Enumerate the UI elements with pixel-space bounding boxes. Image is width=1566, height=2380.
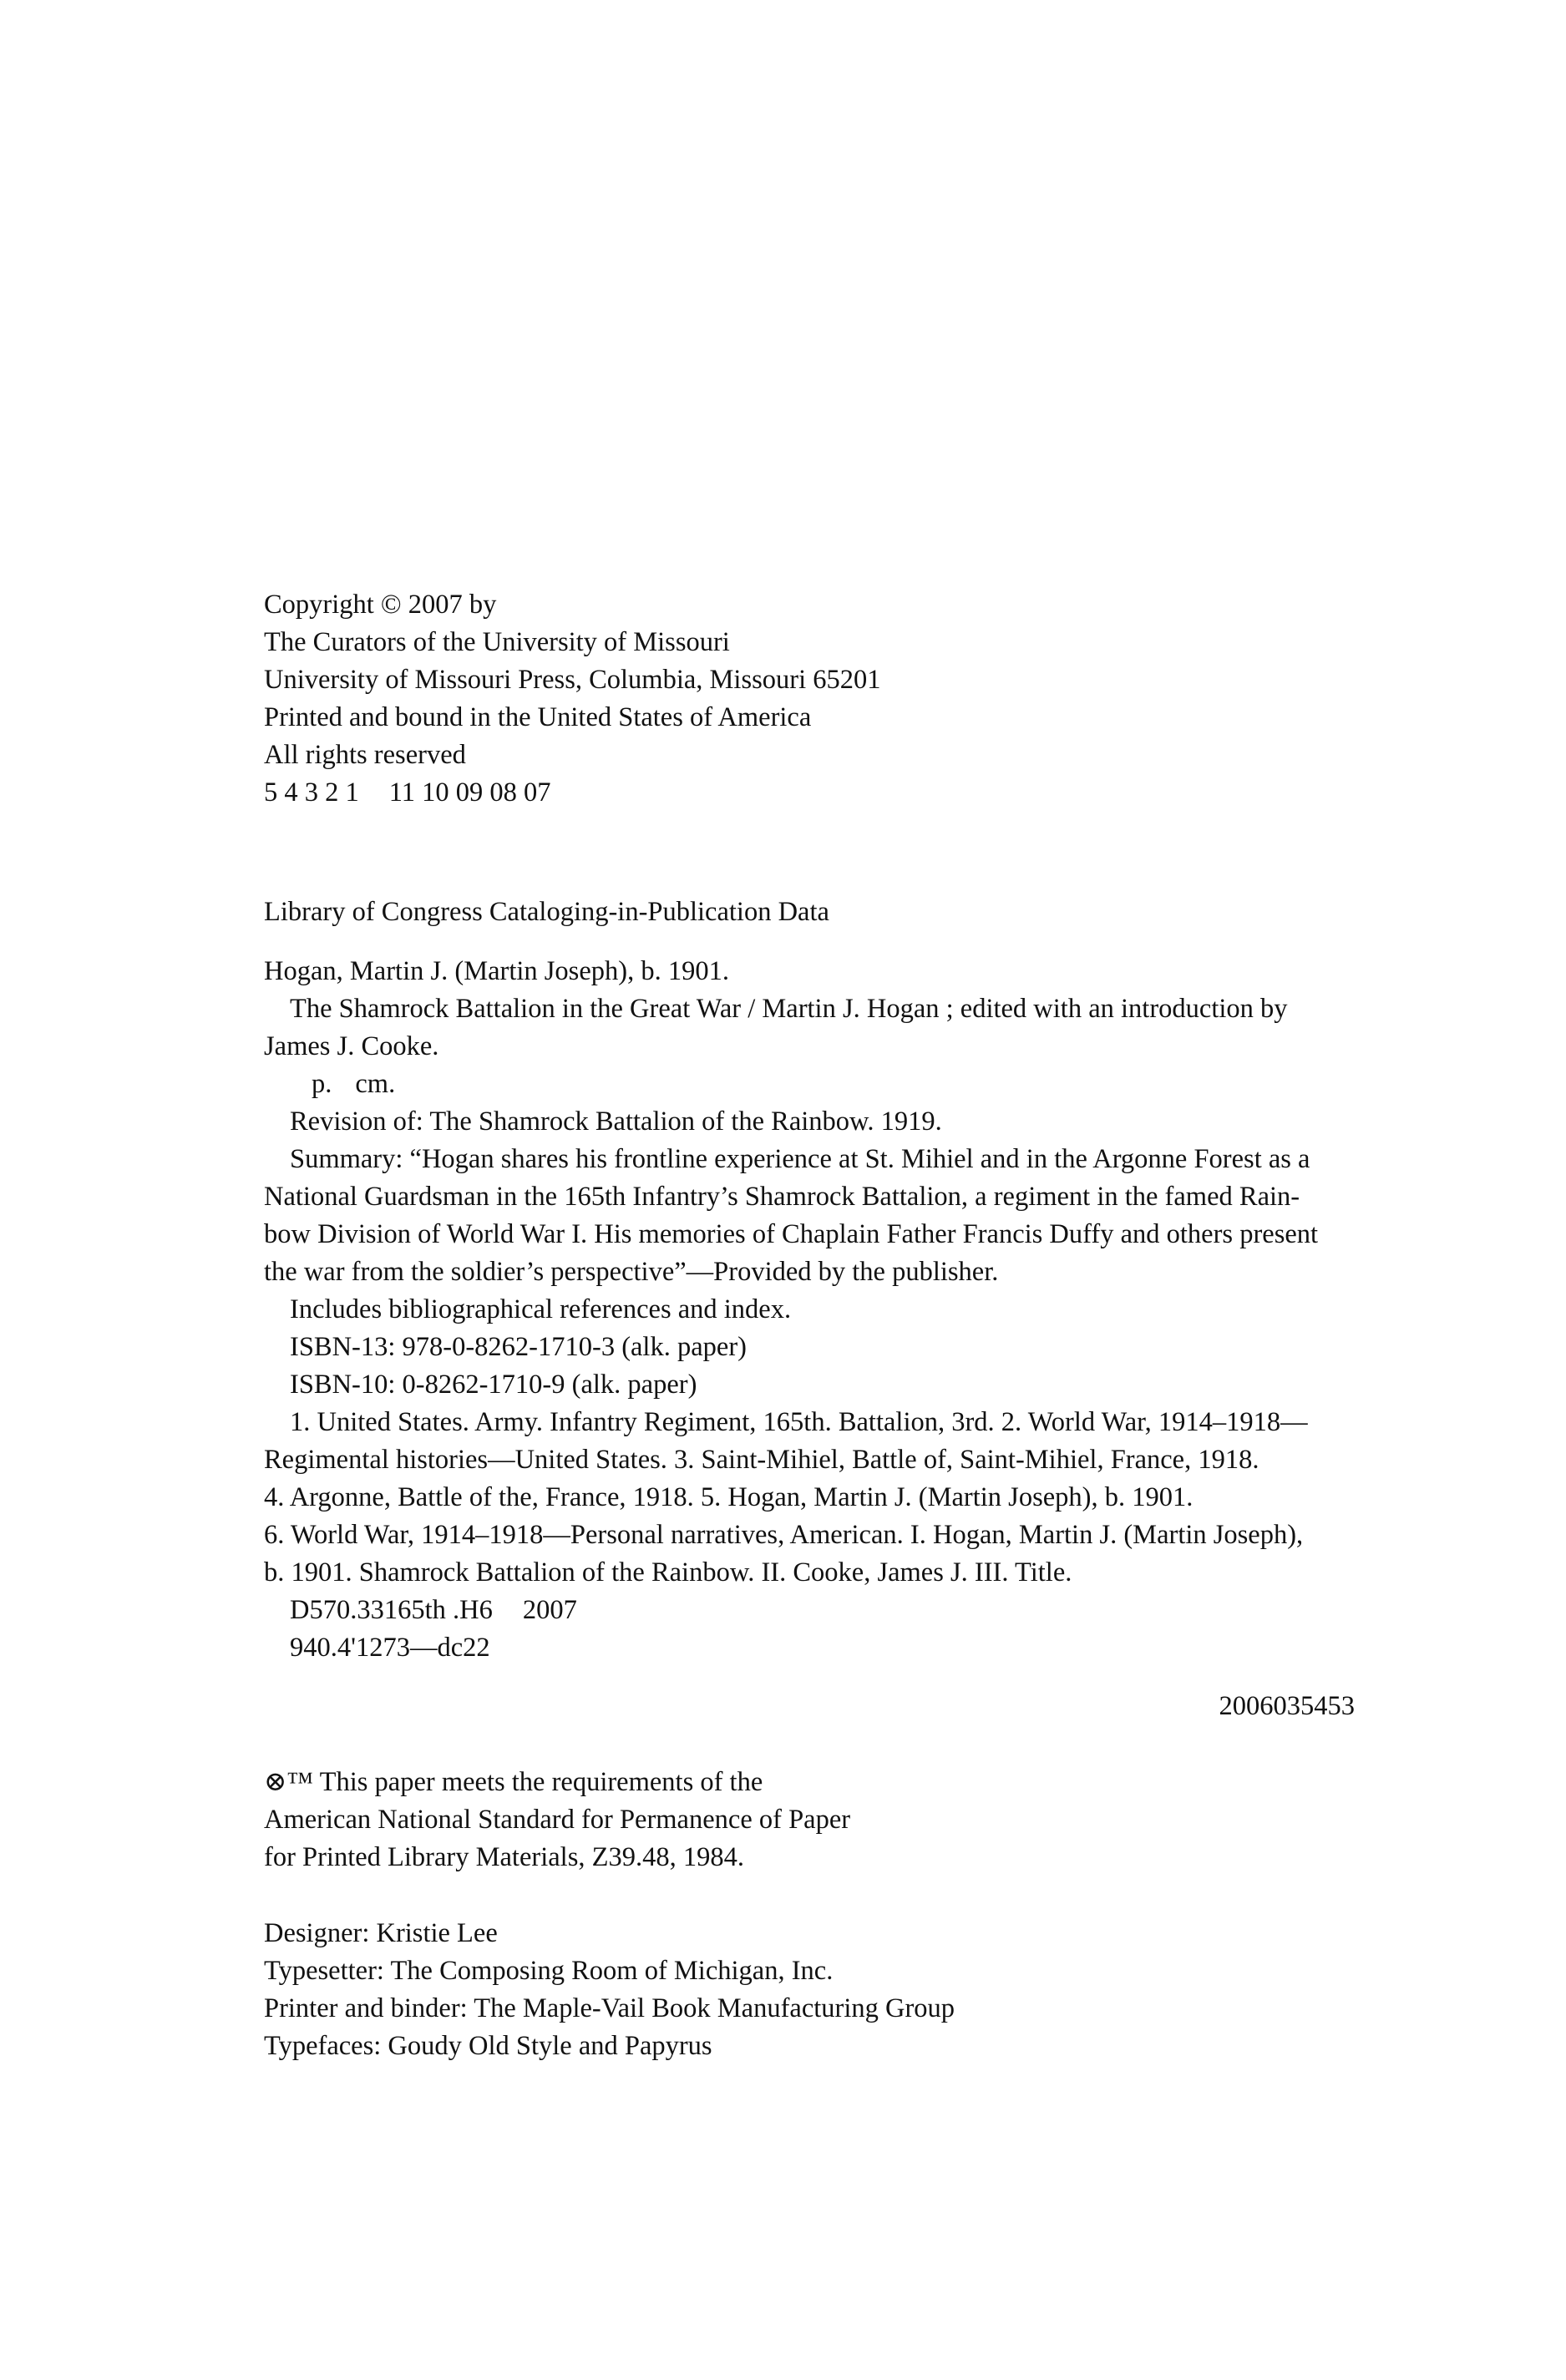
publisher-curators-line: The Curators of the University of Missouri [264, 627, 730, 657]
cip-dewey: 940.4'1273—dc22 [290, 1633, 490, 1663]
cip-isbn10: ISBN-10: 0-8262-1710-9 (alk. paper) [290, 1370, 697, 1400]
cip-author: Hogan, Martin J. (Martin Joseph), b. 1901. [264, 956, 729, 986]
credit-designer: Designer: Kristie Lee [264, 1918, 498, 1948]
cip-heading: Library of Congress Cataloging-in-Publication Data [264, 897, 829, 927]
printing-line [264, 779, 551, 807]
cip-lc-call-number [290, 1597, 577, 1624]
cip-summary-line-3: bow Division of World War I. His memories of Chaplain Father Francis Duffy and others present [264, 1219, 1319, 1249]
cip-subjects-line-3: 4. Argonne, Battle of the, France, 1918. 5. Hogan, Martin J. (Martin Joseph), b. 1901. [264, 1482, 1194, 1512]
cip-lc-year: 2007 [522, 1595, 577, 1625]
cip-subjects-line-5: b. 1901. Shamrock Battalion of the Rainbow. II. Cooke, James J. III. Title. [264, 1557, 1072, 1588]
credit-printer: Printer and binder: The Maple-Vail Book Manufacturing Group [264, 1993, 955, 2023]
publisher-address-line: University of Missouri Press, Columbia, Missouri 65201 [264, 665, 881, 695]
cip-includes: Includes bibliographical references and index. [290, 1294, 792, 1324]
year-numbers: 11 10 09 08 07 [388, 777, 551, 808]
paper-notice-line-1: ⊗™ This paper meets the requirements of the [264, 1767, 763, 1797]
cip-lc-call: D570.33165th .H6 [290, 1595, 493, 1625]
cip-subjects-line-4: 6. World War, 1914–1918—Personal narratives, American. I. Hogan, Martin J. (Martin Joseph), [264, 1520, 1304, 1550]
cip-subjects-line-1: 1. United States. Army. Infantry Regiment, 165th. Battalion, 3rd. 2. World War, 1914–1918— [290, 1407, 1308, 1437]
cip-pagination [312, 1071, 395, 1098]
paper-notice-line-2: American National Standard for Permanence of Paper [264, 1805, 851, 1835]
cip-summary-line-1: Summary: “Hogan shares his frontline experience at St. Mihiel and in the Argonne Forest as a [290, 1144, 1310, 1174]
copyright-line: Copyright © 2007 by [264, 590, 497, 620]
cip-revision: Revision of: The Shamrock Battalion of the Rainbow. 1919. [290, 1106, 942, 1137]
credit-typefaces: Typefaces: Goudy Old Style and Papyrus [264, 2031, 712, 2061]
printed-bound-line: Printed and bound in the United States of America [264, 702, 812, 732]
cip-pagination-p: p. [312, 1069, 332, 1099]
cip-lccn: 2006035453 [1219, 1691, 1355, 1721]
cip-title-line-1: The Shamrock Battalion in the Great War / Martin J. Hogan ; edited with an introduction by [290, 994, 1288, 1024]
cip-isbn13: ISBN-13: 978-0-8262-1710-3 (alk. paper) [290, 1332, 747, 1362]
cip-pagination-cm: cm. [355, 1069, 396, 1099]
cip-summary-line-4: the war from the soldier’s perspective”—Provided by the publisher. [264, 1257, 999, 1287]
rights-reserved-line: All rights reserved [264, 740, 466, 770]
credit-typesetter: Typesetter: The Composing Room of Michigan, Inc. [264, 1956, 834, 1986]
paper-notice-line-3: for Printed Library Materials, Z39.48, 1984. [264, 1842, 744, 1872]
cip-summary-line-2: National Guardsman in the 165th Infantry’s Shamrock Battalion, a regiment in the famed Rain- [264, 1182, 1300, 1212]
cip-subjects-line-2: Regimental histories—United States. 3. Saint-Mihiel, Battle of, Saint-Mihiel, France, 1918. [264, 1445, 1259, 1475]
cip-title-line-2: James J. Cooke. [264, 1031, 439, 1061]
printing-numbers: 5 4 3 2 1 [264, 777, 359, 808]
